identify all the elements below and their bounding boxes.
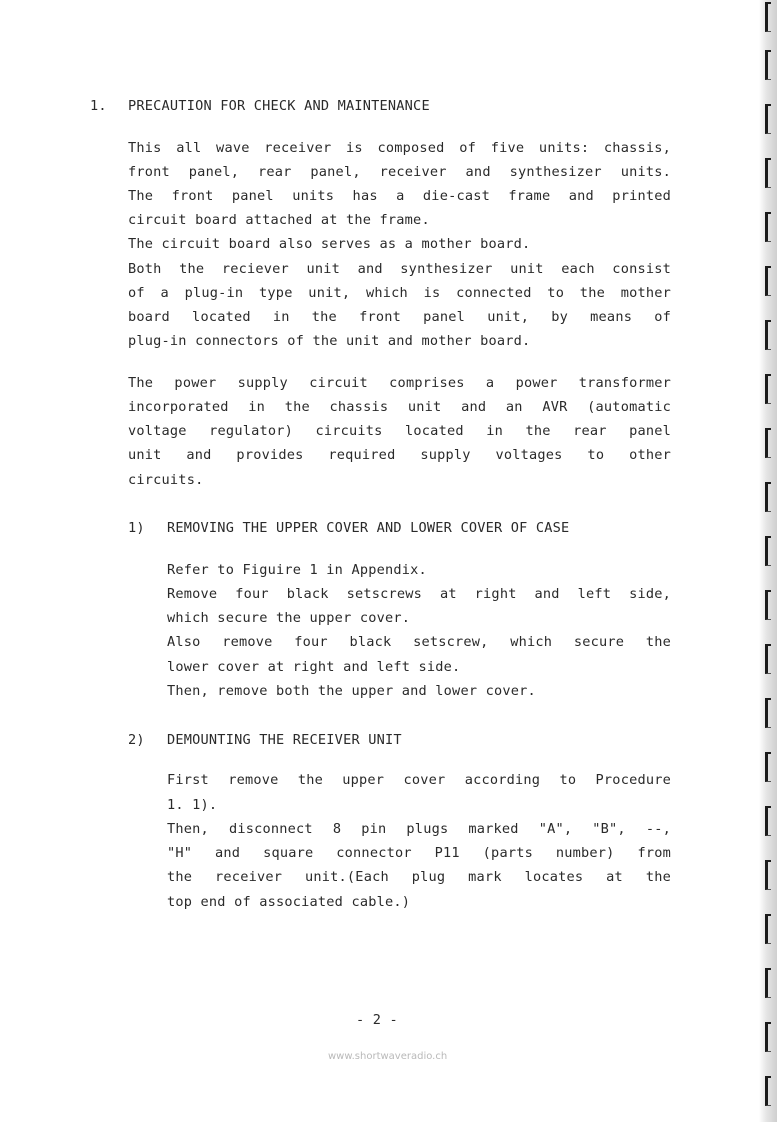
- binder-ring-icon: [765, 2, 771, 32]
- text-line: The front panel units has a die-cast frame and printed: [128, 188, 671, 204]
- binder-ring-icon: [765, 212, 771, 242]
- text-line: 1. 1).: [167, 797, 218, 813]
- binder-ring-icon: [765, 752, 771, 782]
- subsection-number: 2): [128, 732, 145, 748]
- binder-ring-icon: [765, 374, 771, 404]
- text-line: which secure the upper cover.: [167, 610, 411, 626]
- page-number: - 2 -: [356, 1012, 398, 1028]
- text-line: Refer to Figuire 1 in Appendix.: [167, 562, 427, 578]
- binder-edge: [759, 0, 777, 1122]
- binder-ring-icon: [765, 158, 771, 188]
- text-line: "H" and square connector P11 (parts number) from: [167, 845, 671, 861]
- binder-ring-icon: [765, 806, 771, 836]
- binder-ring-icon: [765, 50, 771, 80]
- binder-ring-icon: [765, 968, 771, 998]
- text-line: board located in the front panel unit, by means of: [128, 309, 671, 325]
- binder-ring-icon: [765, 536, 771, 566]
- text-line: of a plug-in type unit, which is connected to the mother: [128, 285, 671, 301]
- subsection-title: REMOVING THE UPPER COVER AND LOWER COVER OF CASE: [167, 520, 570, 536]
- subsection-number: 1): [128, 520, 145, 536]
- binder-ring-icon: [765, 1076, 771, 1106]
- binder-ring-icon: [765, 860, 771, 890]
- text-line: voltage regulator) circuits located in the rear panel: [128, 423, 671, 439]
- binder-ring-icon: [765, 914, 771, 944]
- text-line: circuit board attached at the frame.: [128, 212, 430, 228]
- text-line: lower cover at right and left side.: [167, 659, 461, 675]
- text-line: the receiver unit.(Each plug mark locates at the: [167, 869, 671, 885]
- text-line: Also remove four black setscrew, which secure the: [167, 634, 671, 650]
- binder-ring-icon: [765, 482, 771, 512]
- binder-ring-icon: [765, 320, 771, 350]
- binder-ring-icon: [765, 1022, 771, 1052]
- section-title: PRECAUTION FOR CHECK AND MAINTENANCE: [128, 98, 430, 114]
- text-line: First remove the upper cover according to Procedure: [167, 772, 671, 788]
- section-number: 1.: [90, 98, 107, 114]
- binder-ring-icon: [765, 590, 771, 620]
- binder-ring-icon: [765, 698, 771, 728]
- text-line: Then, disconnect 8 pin plugs marked "A", "B", --,: [167, 821, 671, 837]
- text-line: This all wave receiver is composed of five units: chassis,: [128, 140, 671, 156]
- text-line: unit and provides required supply voltages to other: [128, 447, 671, 463]
- text-line: front panel, rear panel, receiver and synthesizer units.: [128, 164, 671, 180]
- text-line: Remove four black setscrews at right and left side,: [167, 586, 671, 602]
- text-line: plug-in connectors of the unit and mother board.: [128, 333, 531, 349]
- binder-ring-icon: [765, 428, 771, 458]
- text-line: incorporated in the chassis unit and an AVR (automatic: [128, 399, 671, 415]
- subsection-title: DEMOUNTING THE RECEIVER UNIT: [167, 732, 402, 748]
- binder-ring-icon: [765, 104, 771, 134]
- binder-ring-icon: [765, 266, 771, 296]
- text-line: The power supply circuit comprises a power transformer: [128, 375, 671, 391]
- binder-ring-icon: [765, 644, 771, 674]
- text-line: Both the reciever unit and synthesizer unit each consist: [128, 261, 671, 277]
- text-line: top end of associated cable.): [167, 894, 411, 910]
- text-line: Then, remove both the upper and lower cover.: [167, 683, 536, 699]
- watermark: www.shortwaveradio.ch: [328, 1051, 448, 1062]
- text-line: circuits.: [128, 472, 204, 488]
- text-line: The circuit board also serves as a mother board.: [128, 236, 531, 252]
